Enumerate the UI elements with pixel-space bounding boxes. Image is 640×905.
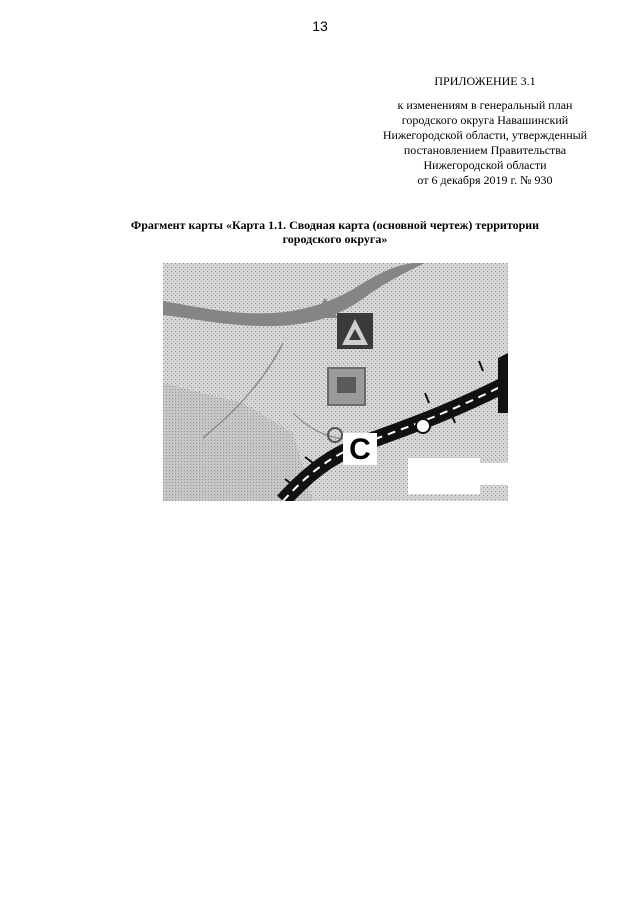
appendix-block [330, 74, 640, 188]
appendix-line: к изменениям в генеральный план [397, 98, 573, 112]
marker-letter: С [349, 433, 371, 466]
appendix-line: постановлением Правительства [403, 143, 567, 157]
appendix-line: от 6 декабря 2019 г. № 930 [417, 173, 553, 187]
map-label-box [408, 458, 480, 494]
map-title [90, 218, 580, 246]
map-road-edge [498, 353, 508, 413]
station-icon [416, 419, 430, 433]
appendix-line: Нижегородской области [423, 158, 547, 172]
map-image [163, 263, 508, 501]
appendix-line: городского округа Навашинский [401, 113, 569, 127]
appendix-heading: ПРИЛОЖЕНИЕ 3.1 [434, 74, 536, 88]
map-title-line: городского округа» [282, 232, 388, 246]
map-fragment [163, 263, 508, 501]
page-number: 13 [312, 18, 328, 34]
map-title-line: Фрагмент карты «Карта 1.1. Сводная карта (основной чертеж) территории [130, 218, 540, 232]
appendix-line: Нижегородской области, утвержденный [382, 128, 588, 142]
